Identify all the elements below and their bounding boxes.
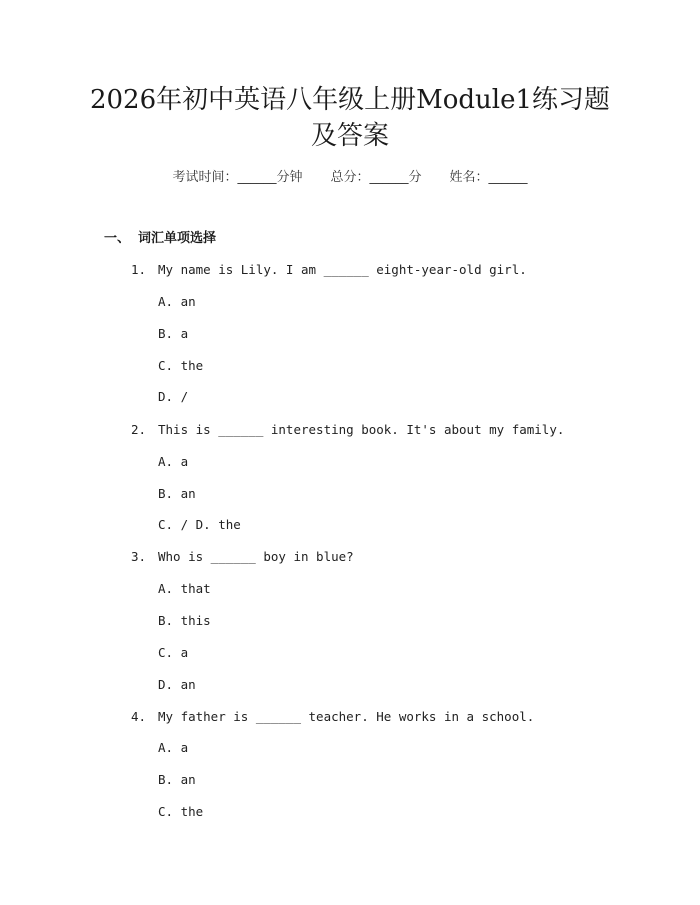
- question-number: 4.: [131, 709, 147, 724]
- question-4-option-b: B. an: [158, 772, 196, 787]
- question-4-option-c: C. the: [158, 804, 204, 819]
- question-number: 1.: [131, 262, 147, 277]
- question-number: 2.: [131, 422, 147, 437]
- total-score-field: 总分：______分: [330, 170, 422, 185]
- question-text: My father is ______ teacher. He works in a school.: [158, 709, 535, 724]
- question-2: [131, 420, 564, 440]
- document-title-line-2: 及答案: [310, 121, 389, 151]
- section-title: 词汇单项选择: [138, 231, 217, 246]
- question-2-option-cd: C. / D. the: [158, 517, 241, 532]
- question-text: This is ______ interesting book. It's about my family.: [158, 422, 565, 437]
- question-3-option-d: D. an: [158, 677, 196, 692]
- exam-time-field: 考试时间：______分钟: [172, 170, 303, 185]
- question-3-option-a: A. that: [158, 581, 211, 596]
- question-1-option-c: C. the: [158, 358, 204, 373]
- question-4-option-a: A. a: [158, 740, 189, 755]
- question-3-option-c: C. a: [158, 645, 189, 660]
- section-heading: [104, 229, 216, 249]
- question-text: My name is Lily. I am ______ eight-year-old girl.: [158, 262, 527, 277]
- question-text: Who is ______ boy in blue?: [158, 549, 354, 564]
- question-1-option-a: A. an: [158, 294, 196, 309]
- question-2-option-a: A. a: [158, 454, 189, 469]
- question-number: 3.: [131, 549, 147, 564]
- question-1: [131, 260, 527, 280]
- document-title-line-1: 2026年初中英语八年级上册Module1练习题: [89, 85, 611, 115]
- question-2-option-b: B. an: [158, 486, 196, 501]
- question-4: [131, 707, 534, 727]
- section-number: 一、: [104, 231, 131, 246]
- question-1-option-d: D. /: [158, 389, 189, 404]
- exam-meta-line: [0, 168, 700, 188]
- question-3: [131, 547, 354, 567]
- question-3-option-b: B. this: [158, 613, 211, 628]
- student-name-field: 姓名：______: [449, 170, 528, 185]
- question-1-option-b: B. a: [158, 326, 189, 341]
